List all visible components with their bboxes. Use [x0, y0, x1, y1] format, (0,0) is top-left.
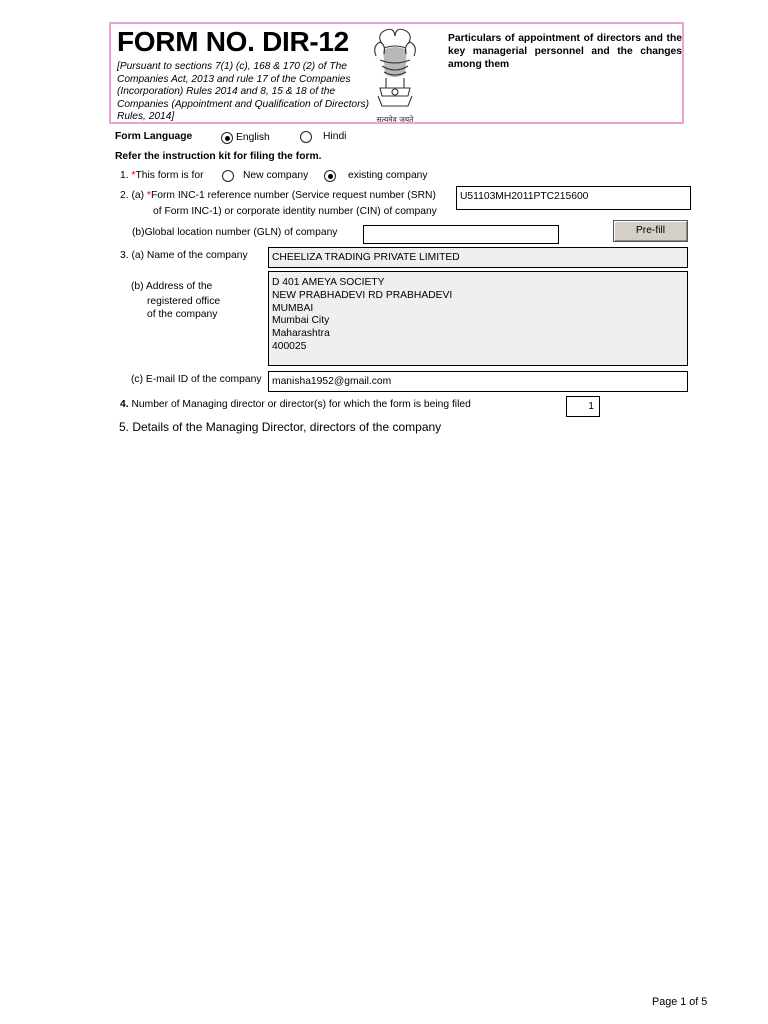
- address-line: 400025: [272, 340, 307, 352]
- company-name-label: 3. (a) Name of the company: [120, 250, 248, 261]
- form-title: FORM NO. DIR-12: [117, 26, 349, 57]
- gln-input[interactable]: [363, 225, 559, 244]
- address-line: Mumbai City: [272, 315, 330, 327]
- address-line: MUMBAI: [272, 302, 314, 314]
- address-label-line2: registered office: [147, 296, 221, 307]
- address-label-line1: (b) Address of the: [131, 281, 213, 292]
- page-number: Page 1 of 5: [652, 996, 708, 1008]
- directors-count-label: 4. Number of Managing director or director(s) for which the form is being filed: [120, 399, 471, 410]
- language-hindi-label: Hindi: [323, 131, 347, 142]
- company-name-field[interactable]: CHEELIZA TRADING PRIVATE LIMITED: [268, 247, 688, 268]
- directors-count-input[interactable]: 1: [566, 396, 600, 417]
- cin-label-line1: 2. (a) *Form INC-1 reference number (Service request number (SRN): [120, 190, 436, 201]
- email-input[interactable]: manisha1952@gmail.com: [268, 371, 688, 392]
- language-english-radio[interactable]: [221, 132, 233, 144]
- q1-label: 1. *This form is for: [120, 170, 204, 181]
- new-company-radio[interactable]: [222, 170, 234, 182]
- national-emblem-icon: [368, 26, 422, 124]
- form-particulars: Particulars of appointment of directors and the key managerial personnel and the changes among them: [448, 33, 682, 70]
- language-english-label: English: [236, 132, 270, 143]
- pursuant-text: [Pursuant to sections 7(1) (c), 168 & 170 (2) of The Companies Act, 2013 and rule 17 of the Companies (Incorporation) Rules 2014 and 8, 15 & 18 of the Companies (Appointment and Qualification of Directors) Rules, 2014]: [117, 61, 369, 123]
- email-label: (c) E-mail ID of the company: [131, 374, 262, 385]
- directors-details-heading: 5. Details of the Managing Director, directors of the company: [119, 420, 442, 434]
- existing-company-radio[interactable]: [324, 170, 336, 182]
- cin-input[interactable]: U51103MH2011PTC215600: [456, 186, 691, 210]
- language-hindi-radio[interactable]: [300, 131, 312, 143]
- address-line: Maharashtra: [272, 328, 330, 340]
- address-label-line3: of the company: [147, 309, 218, 320]
- svg-text:सत्यमेव जयते: सत्यमेव जयते: [376, 115, 414, 124]
- gln-label: (b)Global location number (GLN) of company: [132, 227, 338, 238]
- prefill-button[interactable]: Pre-fill: [613, 220, 688, 242]
- address-line: NEW PRABHADEVI RD PRABHADEVI: [272, 289, 453, 301]
- new-company-label: New company: [243, 170, 309, 181]
- instruction-text: Refer the instruction kit for filing the form.: [115, 151, 322, 162]
- address-field[interactable]: [268, 271, 688, 366]
- address-line: D 401 AMEYA SOCIETY: [272, 277, 385, 288]
- existing-company-label: existing company: [348, 170, 428, 181]
- cin-label-line2: of Form INC-1) or corporate identity number (CIN) of company: [153, 206, 437, 217]
- form-language-label: Form Language: [115, 131, 193, 142]
